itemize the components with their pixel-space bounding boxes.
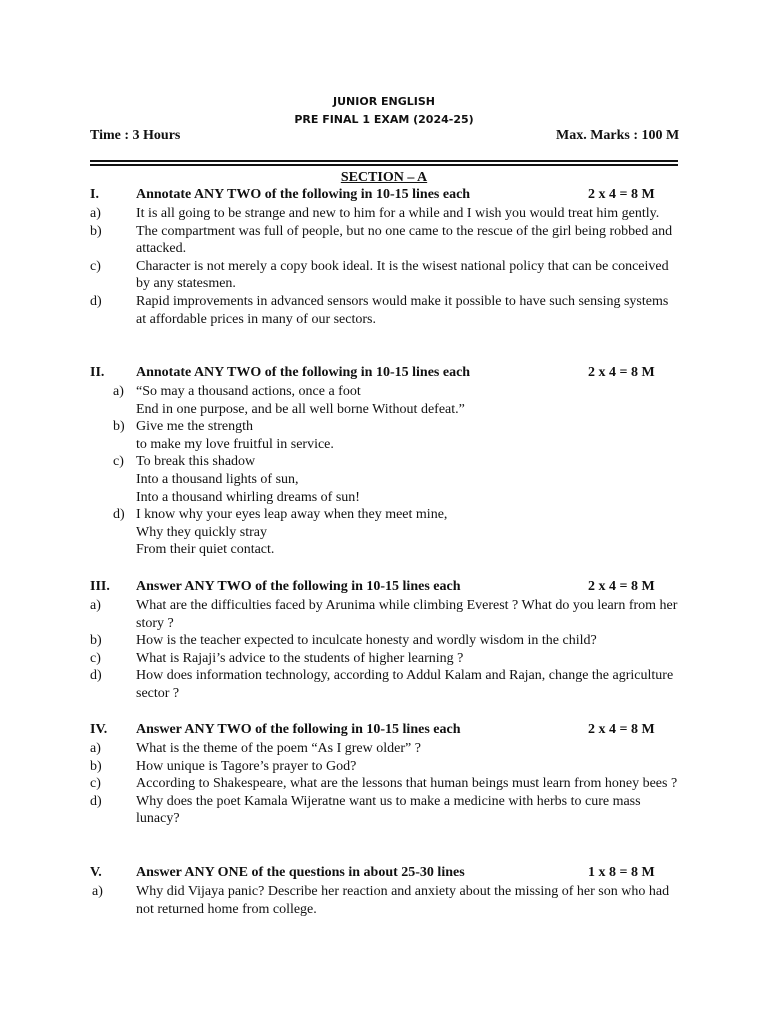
- poem-line: Why they quickly stray: [136, 524, 268, 540]
- question-item: [0, 383, 768, 418]
- item-text: [136, 418, 681, 453]
- question-item: [0, 883, 768, 918]
- item-text: What is the theme of the poem “As I grew older” ?: [136, 741, 421, 756]
- item-text: Why does the poet Kamala Wijeratne want us to make a medicine with herbs to cure mass lunacy?: [136, 793, 641, 827]
- question-marks: 2 x 4 = 8 M: [588, 579, 655, 594]
- item-label: a): [90, 206, 101, 221]
- item-text: Rapid improvements in advanced sensors would make it possible to have such sensing systems at affordable prices in many of our sectors.: [136, 293, 669, 327]
- item-text: [136, 506, 681, 559]
- item-text: [136, 453, 681, 506]
- item-label: a): [90, 598, 101, 613]
- question-marks: 2 x 4 = 8 M: [588, 365, 655, 380]
- question-marks: 2 x 4 = 8 M: [588, 722, 655, 737]
- max-marks: Max. Marks : 100 M: [556, 128, 680, 143]
- item-label: c): [113, 454, 124, 470]
- item-text: What is Rajaji’s advice to the students of higher learning ?: [136, 650, 464, 666]
- item-label: c): [90, 650, 101, 666]
- question-heading: [0, 365, 768, 383]
- question-item: [0, 205, 768, 223]
- item-label: d): [90, 793, 102, 809]
- poem-line: From their quiet contact.: [136, 542, 275, 558]
- item-text: Why did Vijaya panic? Describe her reaction and anxiety about the missing of her son who had not returned home from college.: [136, 884, 670, 917]
- poem-line: To break this shadow: [136, 454, 256, 470]
- item-text: Character is not merely a copy book ideal. It is the wisest national policy that can be conceived by any statesmen.: [136, 258, 669, 292]
- poem-line: “So may a thousand actions, once a foot: [136, 384, 361, 399]
- item-label: b): [90, 223, 102, 239]
- question-1: [0, 187, 768, 328]
- question-instruction: Answer ANY TWO of the following in 10-15 lines each: [136, 579, 461, 594]
- question-number: III.: [90, 579, 110, 594]
- question-heading: [0, 722, 768, 740]
- item-text: The compartment was full of people, but no one came to the rescue of the girl being robbed and attacked.: [136, 223, 673, 257]
- section-heading: [0, 170, 768, 186]
- item-label: d): [90, 293, 102, 309]
- item-label: c): [90, 776, 101, 792]
- header-divider-bottom: [90, 164, 678, 166]
- time-allowed: Time : 3 Hours: [90, 128, 181, 143]
- item-label: a): [90, 741, 101, 756]
- poem-line: I know why your eyes leap away when they meet mine,: [136, 507, 448, 523]
- question-instruction: Answer ANY ONE of the questions in about 25-30 lines: [136, 865, 465, 880]
- item-label: b): [90, 633, 102, 649]
- question-instruction: Annotate ANY TWO of the following in 10-15 lines each: [136, 365, 471, 380]
- item-label: a): [113, 384, 124, 399]
- item-label: d): [113, 507, 125, 523]
- item-label: b): [90, 758, 102, 774]
- question-item: [0, 258, 768, 293]
- question-item: [0, 597, 768, 632]
- item-label: d): [90, 668, 102, 684]
- question-heading: [0, 187, 768, 205]
- item-text: What are the difficulties faced by Arunima while climbing Everest ? What do you learn from her story ?: [136, 598, 678, 631]
- item-text: How unique is Tagore’s prayer to God?: [136, 758, 357, 774]
- question-item: [0, 418, 768, 453]
- question-item: [0, 758, 768, 776]
- question-marks: 1 x 8 = 8 M: [588, 865, 655, 880]
- item-label: b): [113, 419, 125, 435]
- question-number: I.: [90, 187, 99, 202]
- question-number: IV.: [90, 722, 108, 737]
- question-item: [0, 775, 768, 793]
- question-4: [0, 722, 768, 828]
- question-item: [0, 740, 768, 758]
- item-label: c): [90, 258, 101, 274]
- paper-subject-title: JUNIOR ENGLISH: [333, 95, 435, 108]
- question-instruction: Answer ANY TWO of the following in 10-15 lines each: [136, 722, 461, 737]
- question-instruction: Annotate ANY TWO of the following in 10-15 lines each: [136, 187, 471, 202]
- question-item: [0, 650, 768, 668]
- question-item: [0, 506, 768, 559]
- item-label: a): [92, 884, 103, 899]
- header-divider-top: [90, 160, 678, 162]
- poem-line: to make my love fruitful in service.: [136, 436, 334, 452]
- question-heading: [0, 865, 768, 883]
- question-number: II.: [90, 365, 105, 380]
- question-marks: 2 x 4 = 8 M: [588, 187, 655, 202]
- section-label: SECTION – A: [340, 170, 428, 185]
- item-text: According to Shakespeare, what are the lessons that human beings must learn from honey bees ?: [136, 776, 678, 792]
- question-item: [0, 293, 768, 328]
- question-item: [0, 667, 768, 702]
- item-text: It is all going to be strange and new to him for a while and I wish you would treat him gently.: [136, 206, 660, 221]
- item-text: How is the teacher expected to inculcate honesty and wordly wisdom in the child?: [136, 633, 597, 649]
- poem-line: Give me the strength: [136, 419, 254, 435]
- question-heading: [0, 579, 768, 597]
- question-item: [0, 453, 768, 506]
- question-number: V.: [90, 865, 102, 880]
- question-5: [0, 865, 768, 918]
- item-text: How does information technology, according to Addul Kalam and Rajan, change the agriculture sector ?: [136, 668, 674, 701]
- poem-line: Into a thousand lights of sun,: [136, 471, 299, 487]
- question-3: [0, 579, 768, 703]
- poem-line: End in one purpose, and be all well borne Without defeat.”: [136, 401, 465, 417]
- item-text: [136, 383, 681, 418]
- paper-exam-title: PRE FINAL 1 EXAM (2024-25): [294, 113, 474, 126]
- question-item: [0, 223, 768, 258]
- question-item: [0, 793, 768, 828]
- question-2: [0, 365, 768, 559]
- poem-line: Into a thousand whirling dreams of sun!: [136, 489, 360, 505]
- question-item: [0, 632, 768, 650]
